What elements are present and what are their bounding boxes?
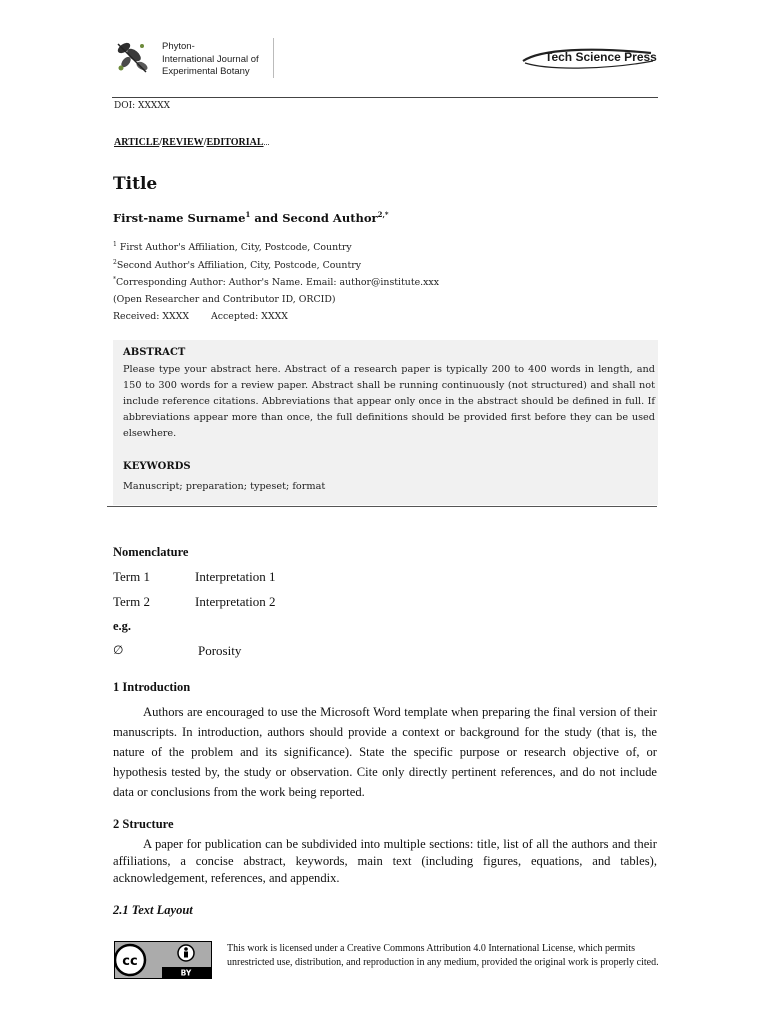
- second-author-sup: 2,*: [377, 210, 389, 219]
- accepted-date: Accepted: XXXX: [211, 311, 288, 322]
- author-joiner: and: [250, 210, 283, 225]
- affiliation-1-sup: 1: [113, 241, 117, 248]
- introduction-text: Authors are encouraged to use the Microsoft Word template when preparing the final version of their manuscripts. In introduction, authors should provide a context or background for the study (that is, the nature of the problem and its significance). State the specific purpose or research objective of, or hypothesis tested by, the study or observation. Cite only directly pertinent references, and do not include data or conclusions from the work being reported.: [113, 705, 657, 799]
- affiliation-1-text: First Author's Affiliation, City, Postcode, Country: [119, 242, 352, 254]
- second-author: Second Author: [282, 210, 378, 225]
- first-author-sup: 1: [245, 210, 251, 219]
- article-type-ellipsis: ...: [263, 138, 270, 147]
- creative-commons-badge: [114, 941, 212, 979]
- article-type-review: REVIEW: [162, 137, 204, 148]
- author-list: [113, 210, 389, 225]
- porosity-meaning: Porosity: [198, 643, 242, 658]
- article-type: [114, 137, 270, 148]
- header-divider: [273, 38, 274, 78]
- corresponding-author: [113, 276, 439, 288]
- abstract-heading: ABSTRACT: [123, 347, 186, 358]
- publisher-logo: [521, 47, 655, 71]
- corresponding-text: Corresponding Author: Author's Name. Email: author@institute.xxx: [116, 277, 439, 289]
- nomenclature-heading: Nomenclature: [113, 545, 189, 559]
- structure-heading: 2 Structure: [113, 817, 174, 831]
- header-rule: [112, 97, 658, 98]
- interpretation-2: Interpretation 2: [195, 594, 276, 609]
- doi: DOI: XXXXX: [114, 101, 171, 111]
- interpretation-1: Interpretation 1: [195, 569, 276, 584]
- received-date: Received: XXXX: [113, 311, 190, 322]
- license-text: This work is licensed under a Creative Commons Attribution 4.0 International License, which permits unrestricted use, distribution, and reproduction in any medium, provided the original work is properly cited.: [227, 943, 659, 968]
- term-1: Term 1: [113, 569, 150, 584]
- article-type-separator: /: [203, 137, 207, 148]
- text-layout-heading: 2.1 Text Layout: [113, 903, 193, 917]
- abstract-rule: [107, 506, 657, 507]
- porosity-symbol: ∅: [113, 643, 124, 657]
- affiliation-2-sup: 2: [113, 259, 117, 266]
- article-type-separator: /: [159, 137, 162, 148]
- paper-title: Title: [113, 174, 158, 194]
- term-2: Term 2: [113, 594, 150, 609]
- article-type-article: ARTICLE: [114, 137, 160, 148]
- abstract-box: [113, 340, 658, 505]
- affiliation-2-text: Second Author's Affiliation, City, Postcode, Country: [116, 260, 362, 272]
- keywords-heading: KEYWORDS: [123, 461, 191, 472]
- affiliation-1: [113, 241, 352, 253]
- journal-name: Phyton- International Journal of Experimental Botany: [162, 41, 259, 77]
- first-author: First-name Surname: [113, 210, 246, 225]
- keywords-text: Manuscript; preparation; typeset; format: [123, 481, 326, 492]
- svg-text:cc: cc: [122, 954, 138, 969]
- eg-label: e.g.: [113, 619, 132, 633]
- publisher-name: Tech Science Press: [545, 50, 657, 64]
- affiliation-2: [113, 259, 361, 271]
- introduction-heading: 1 Introduction: [113, 680, 191, 694]
- structure-text: A paper for publication can be subdivided into multiple sections: title, list of all the authors and their affiliations, a concise abstract, keywords, main text (including figures, equations, and tables), acknowledgement, references, and appendix.: [113, 837, 657, 885]
- abstract-text: Please type your abstract here. Abstract of a research paper is typically 200 to 400 words in length, and 150 to 300 words for a review paper. Abstract shall be running continuously (not structured) and shall not include reference citations. Abbreviations that appear only once in the abstract should be defined in full. If abbreviations appear more than once, the full definitions should be provided first before they can be used elsewhere.: [123, 364, 655, 439]
- corresponding-sup: *: [113, 276, 116, 283]
- cc-by-label: BY: [180, 968, 192, 978]
- plant-logo-icon: [112, 38, 152, 76]
- orcid-line: (Open Researcher and Contributor ID, ORCID): [113, 294, 336, 305]
- article-type-editorial: EDITORIAL: [206, 137, 264, 148]
